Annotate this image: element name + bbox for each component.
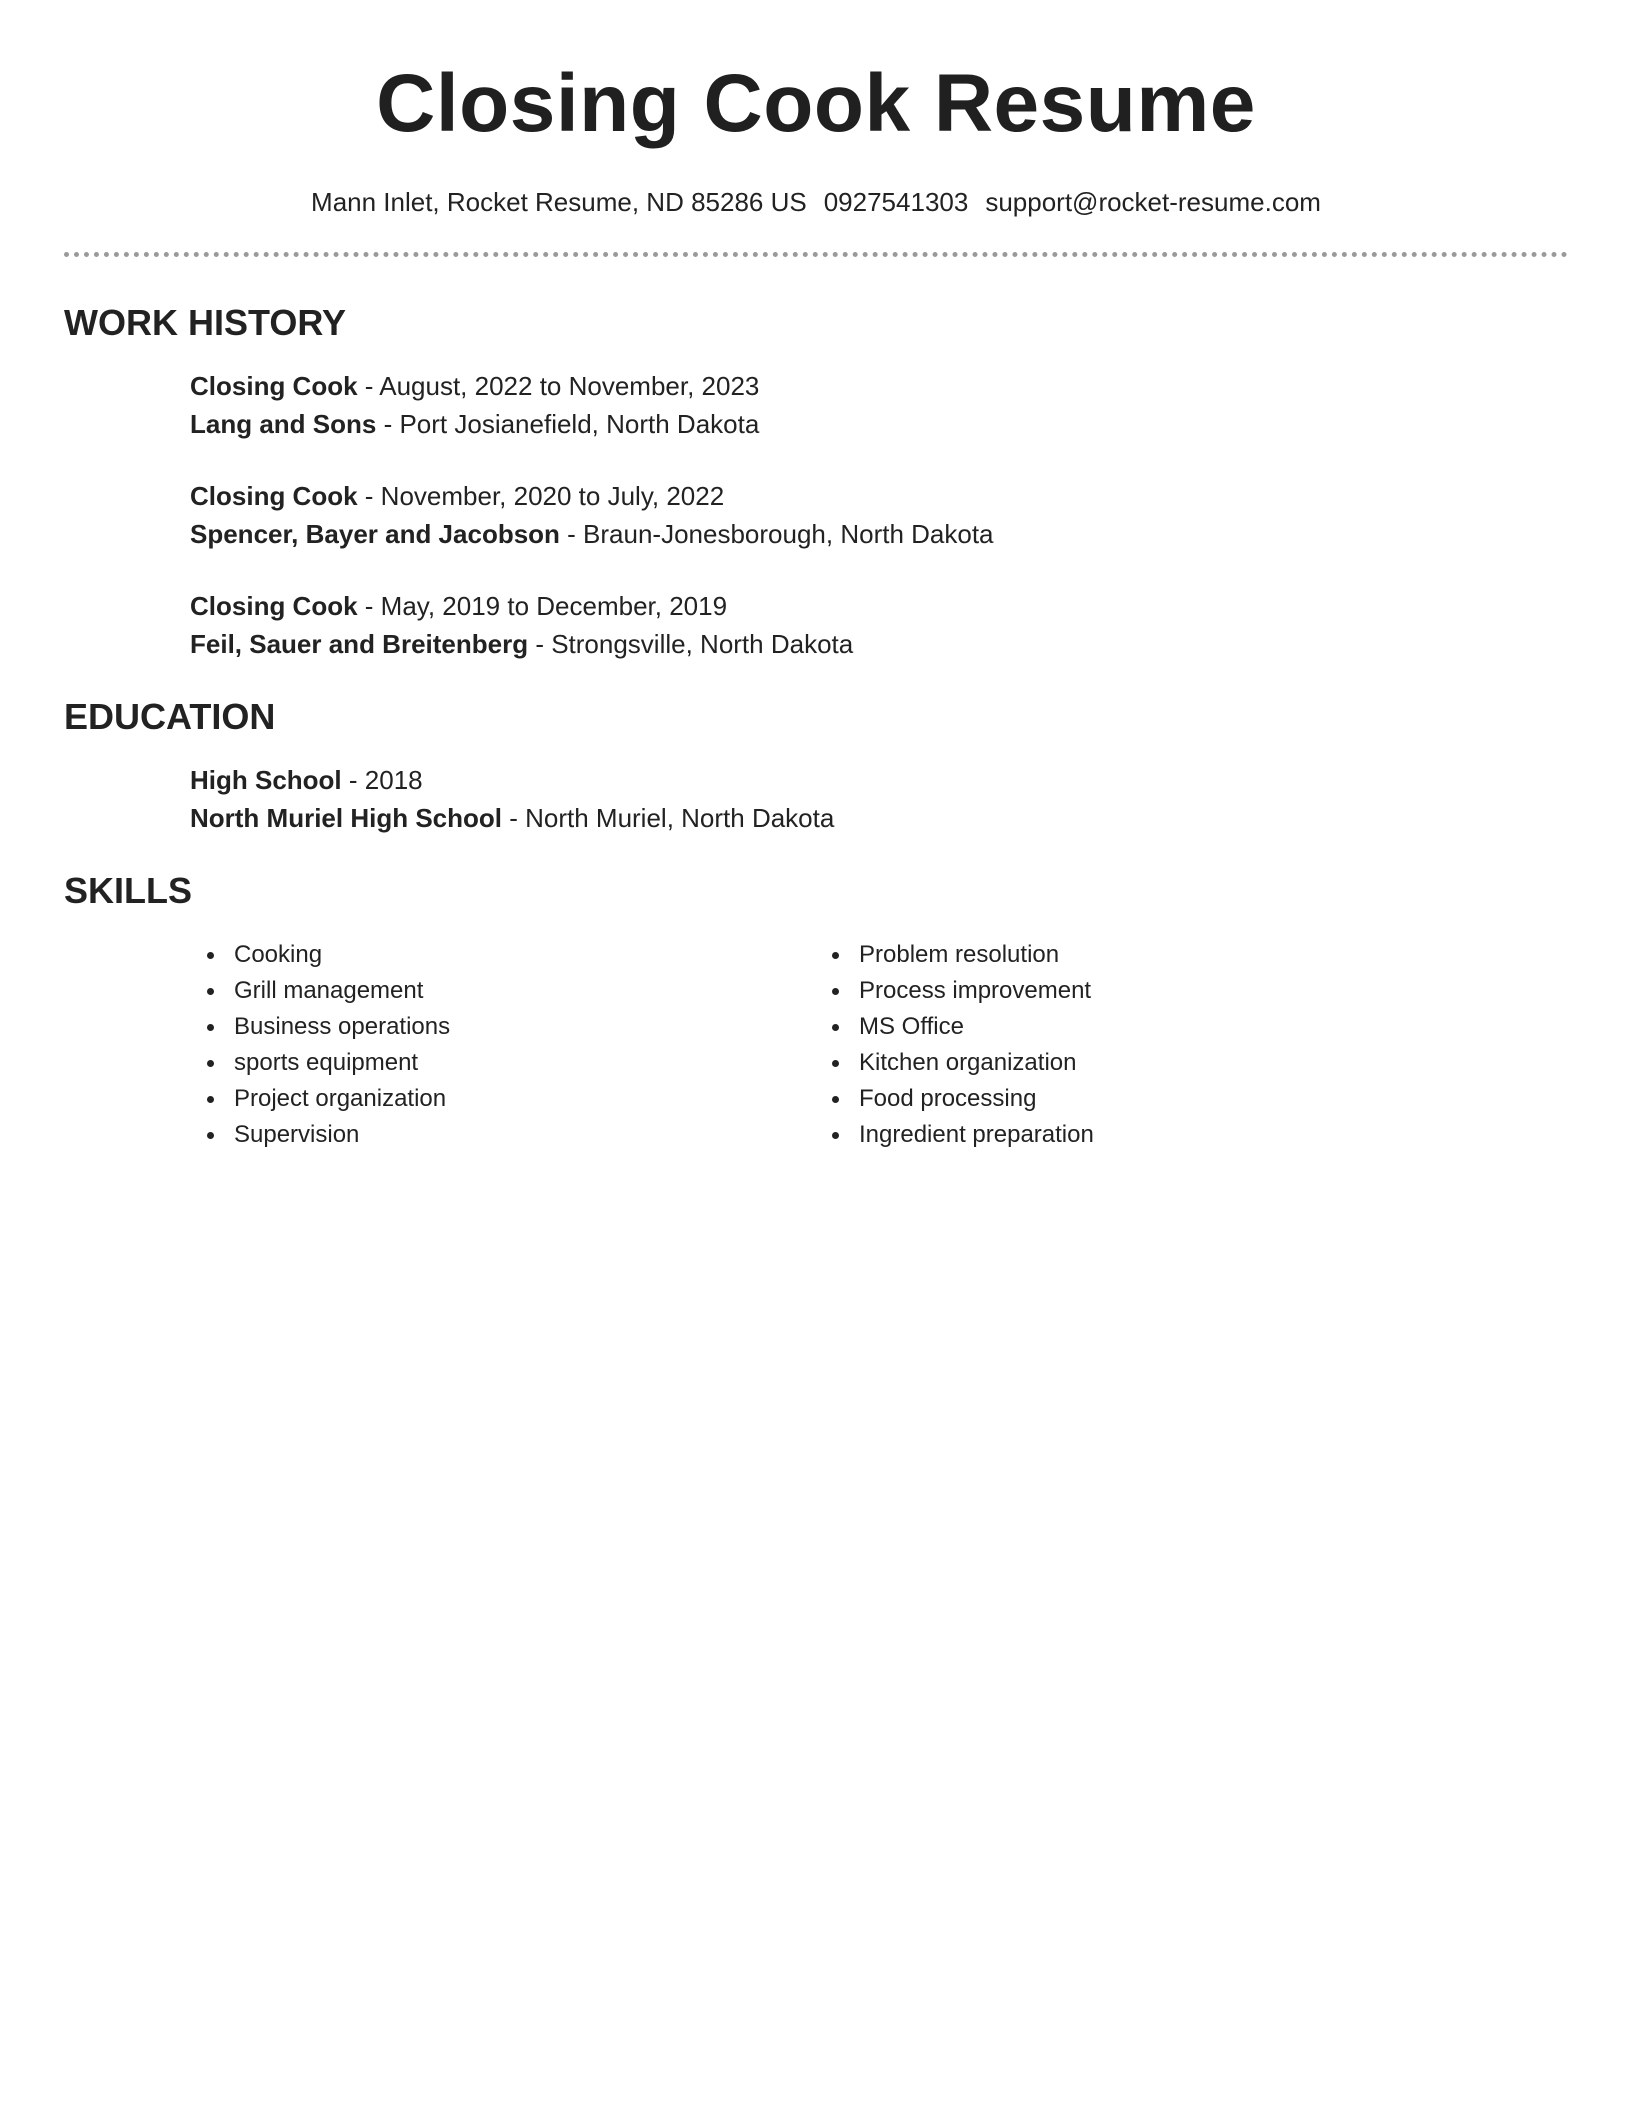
skills-list-left	[190, 937, 815, 1153]
skills-grid	[190, 937, 1440, 1153]
skill-item: Process improvement	[859, 973, 1440, 1009]
job-title: Closing Cook	[190, 481, 358, 511]
skill-item: Food processing	[859, 1081, 1440, 1117]
company-name: Lang and Sons	[190, 409, 377, 439]
skill-item: Business operations	[234, 1009, 815, 1045]
work-entry	[190, 587, 1568, 663]
contact-email: support@rocket-resume.com	[985, 187, 1321, 217]
skills-list-right	[815, 937, 1440, 1153]
skill-item: MS Office	[859, 1009, 1440, 1045]
job-dates: - May, 2019 to December, 2019	[357, 591, 728, 621]
education-list	[190, 761, 1568, 837]
skill-item: Problem resolution	[859, 937, 1440, 973]
skill-item: sports equipment	[234, 1045, 815, 1081]
graduation-year: - 2018	[341, 765, 423, 795]
job-title: Closing Cook	[190, 591, 358, 621]
degree-name: High School	[190, 765, 342, 795]
skill-item: Kitchen organization	[859, 1045, 1440, 1081]
resume-page	[64, 0, 1568, 1153]
work-history-list	[190, 367, 1568, 663]
resume-title: Closing Cook Resume	[376, 58, 1256, 149]
company-location: - Braun-Jonesborough, North Dakota	[559, 519, 994, 549]
job-title: Closing Cook	[190, 371, 358, 401]
skill-item: Grill management	[234, 973, 815, 1009]
education-entry	[190, 761, 1568, 837]
education-heading: EDUCATION	[64, 696, 276, 737]
skill-item: Supervision	[234, 1117, 815, 1153]
school-location: - North Muriel, North Dakota	[502, 803, 835, 833]
contact-phone: 0927541303	[823, 187, 969, 217]
job-dates: - August, 2022 to November, 2023	[357, 371, 760, 401]
company-location: - Port Josianefield, North Dakota	[376, 409, 760, 439]
company-location: - Strongsville, North Dakota	[528, 629, 854, 659]
contact-address: Mann Inlet, Rocket Resume, ND 85286 US	[311, 187, 807, 217]
skill-item: Project organization	[234, 1081, 815, 1117]
school-name: North Muriel High School	[190, 803, 502, 833]
company-name: Feil, Sauer and Breitenberg	[190, 629, 529, 659]
skill-item: Ingredient preparation	[859, 1117, 1440, 1153]
skills-heading: SKILLS	[64, 870, 193, 911]
work-entry	[190, 477, 1568, 553]
contact-info	[64, 186, 1568, 218]
header-divider	[64, 252, 1568, 257]
job-dates: - November, 2020 to July, 2022	[357, 481, 725, 511]
work-history-heading: WORK HISTORY	[64, 302, 347, 343]
work-entry	[190, 367, 1568, 443]
skill-item: Cooking	[234, 937, 815, 973]
company-name: Spencer, Bayer and Jacobson	[190, 519, 560, 549]
